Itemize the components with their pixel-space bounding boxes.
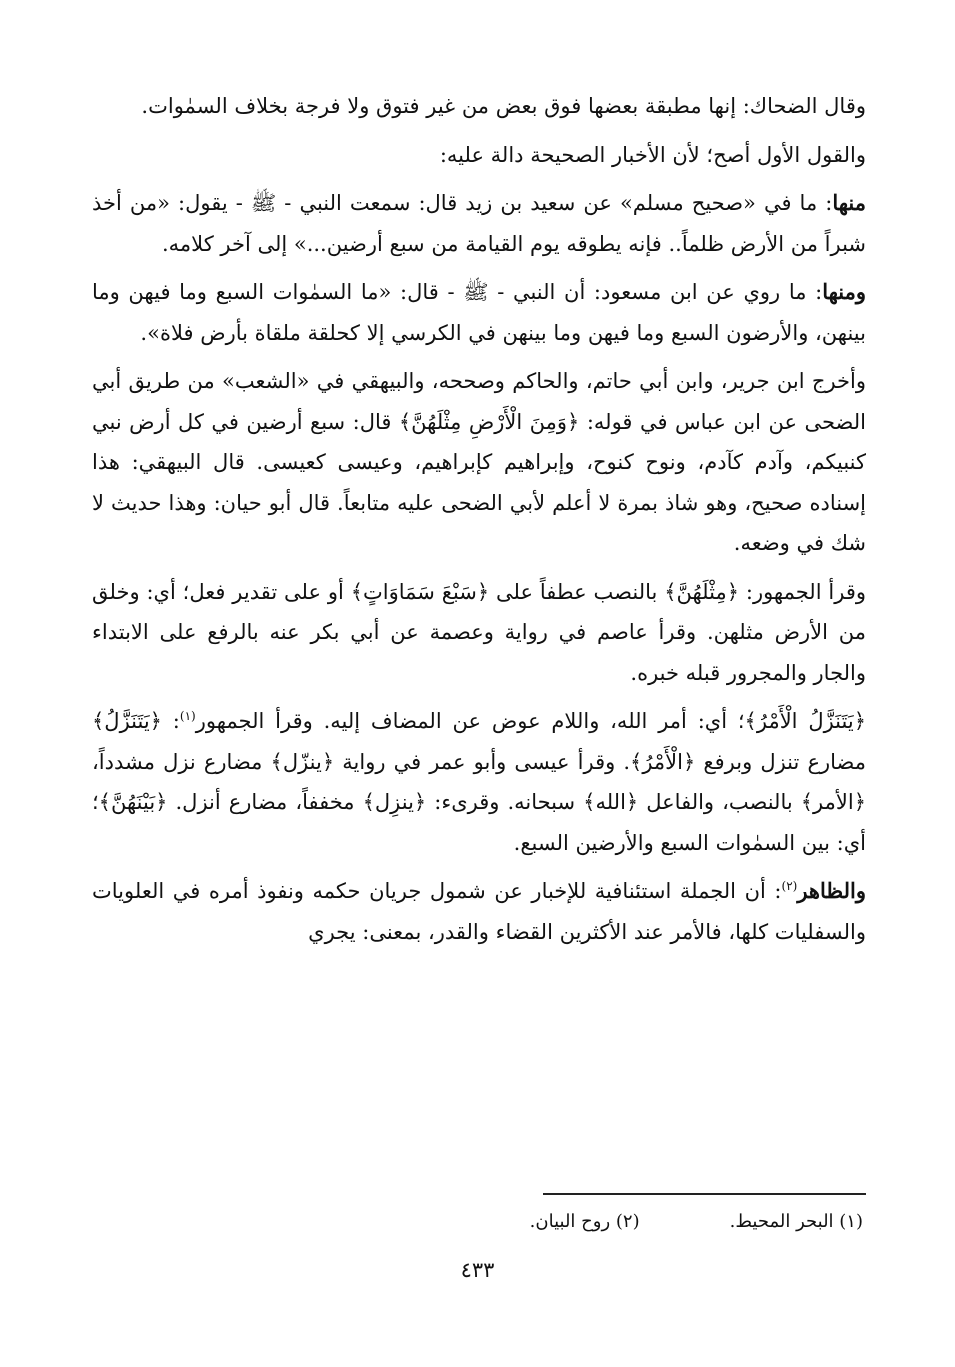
paragraph-first-opinion <box>92 135 866 176</box>
paragraph-ibn-masud <box>92 272 866 353</box>
paragraph-lead: ومنها <box>822 279 866 304</box>
paragraph-text: : ما روي عن ابن مسعود: أن النبي - ﷺ - قال: «ما السمٰوات السبع وما فيهن وما بينهن، والأرضون السبع وما فيهن وما بينهن في الكرسي إلا كحلقة ملقاة بأرض فلاة». <box>92 280 866 345</box>
footnote-1: (١) البحر المحيط. <box>729 1211 863 1232</box>
paragraph-text: وقال الضحاك: إنها مطبقة بعضها فوق بعض من غير فتوق ولا فرجة بخلاف السمٰوات. <box>141 94 866 118</box>
paragraph-ibn-jarir <box>92 361 866 564</box>
paragraph-text: وقرأ الجمهور: ﴿مِثْلَهُنَّ﴾ بالنصب عطفاً على ﴿سَبْعَ سَمَاوَاتٍ﴾ أو على تقدير فعل؛ أي: وخلق من الأرض مثلهن. وقرأ عاصم في رواية وعصمة عن أبي بكر عنه بالرفع على الابتداء والجار والمجرور قبله خبره. <box>92 579 866 685</box>
page-body <box>92 86 866 960</box>
footnote-marker-2[interactable]: (٢) <box>781 879 798 893</box>
paragraph-zahir <box>92 871 866 952</box>
footnote-separator <box>543 1193 866 1195</box>
paragraph-dahhak <box>92 86 866 127</box>
paragraph-lead: منها <box>832 190 866 215</box>
paragraph-text: والقول الأول أصح؛ لأن الأخبار الصحيحة دالة عليه: <box>439 142 866 167</box>
paragraph-text: : ما في «صحيح مسلم» عن سعيد بن زيد قال: سمعت النبي - ﷺ - يقول: «من أخذ شبراً من الأرض ظلماً.. فإنه يطوقه يوم القيامة من سبع أرضين...» إلى آخر كلامه. <box>92 191 866 256</box>
paragraph-yatanazzal <box>92 701 866 863</box>
footnotes <box>303 1207 863 1237</box>
paragraph-text-continued: : ﴿يَتَنَزَّلُ﴾ مضارع تنزل وبرفع ﴿الْأَمْرُ﴾. وقرأ عيسى وأبو عمر في رواية ﴿ينزّل﴾ مضارع نزل مشدداً، ﴿الأمر﴾ بالنصب، والفاعل ﴿الله﴾ سبحانه. وقرىء: ﴿ينزِل﴾ مخففاً، مضارع أنزل. ﴿بَيْنَهُنَّ﴾؛ أي: بين السمٰوات السبع والأرضين السبع. <box>92 709 866 855</box>
paragraph-text: : أن الجملة استئنافية للإخبار عن شمول جريان حكمه ونفوذ أمره في العلويات والسفليات كلها، فالأمر عند الأكثرين القضاء والقدر، بمعنى: يجري <box>92 879 866 944</box>
footnote-2: (٢) روح البيان. <box>529 1211 640 1232</box>
paragraph-text: ﴿يَتَنَزَّلُ الْأَمْرُ﴾؛ أي: أمر الله، واللام عوض عن المضاف إليه. وقرأ الجمهور <box>195 709 867 733</box>
paragraph-jumhur-reading <box>92 572 866 694</box>
paragraph-text: وأخرج ابن جرير، وابن أبي حاتم، والحاكم وصححه، والبيهقي في «الشعب» من طريق أبي الضحى عن ابن عباس في قوله: ﴿وَمِنَ الْأَرْضِ مِثْلَهُنَّ﴾ قال: سبع أرضين في كل أرض نبي كنبيكم، وآدم كآدم، ونوح كنوح، وإبراهيم كإبراهيم، وعيسى كعيسى. قال البيهقي: هذا إسناده صحيح، وهو شاذ بمرة لا أعلم لأبي الضحى عليه متابعاً. قال أبو حيان: وهذا حديث لا شك في وضعه. <box>92 369 867 555</box>
footnote-marker-1[interactable]: (١) <box>179 709 196 723</box>
paragraph-muslim-hadith <box>92 183 866 264</box>
page-number: ٤٣٣ <box>460 1258 495 1282</box>
paragraph-lead: والظاهر <box>797 878 866 903</box>
